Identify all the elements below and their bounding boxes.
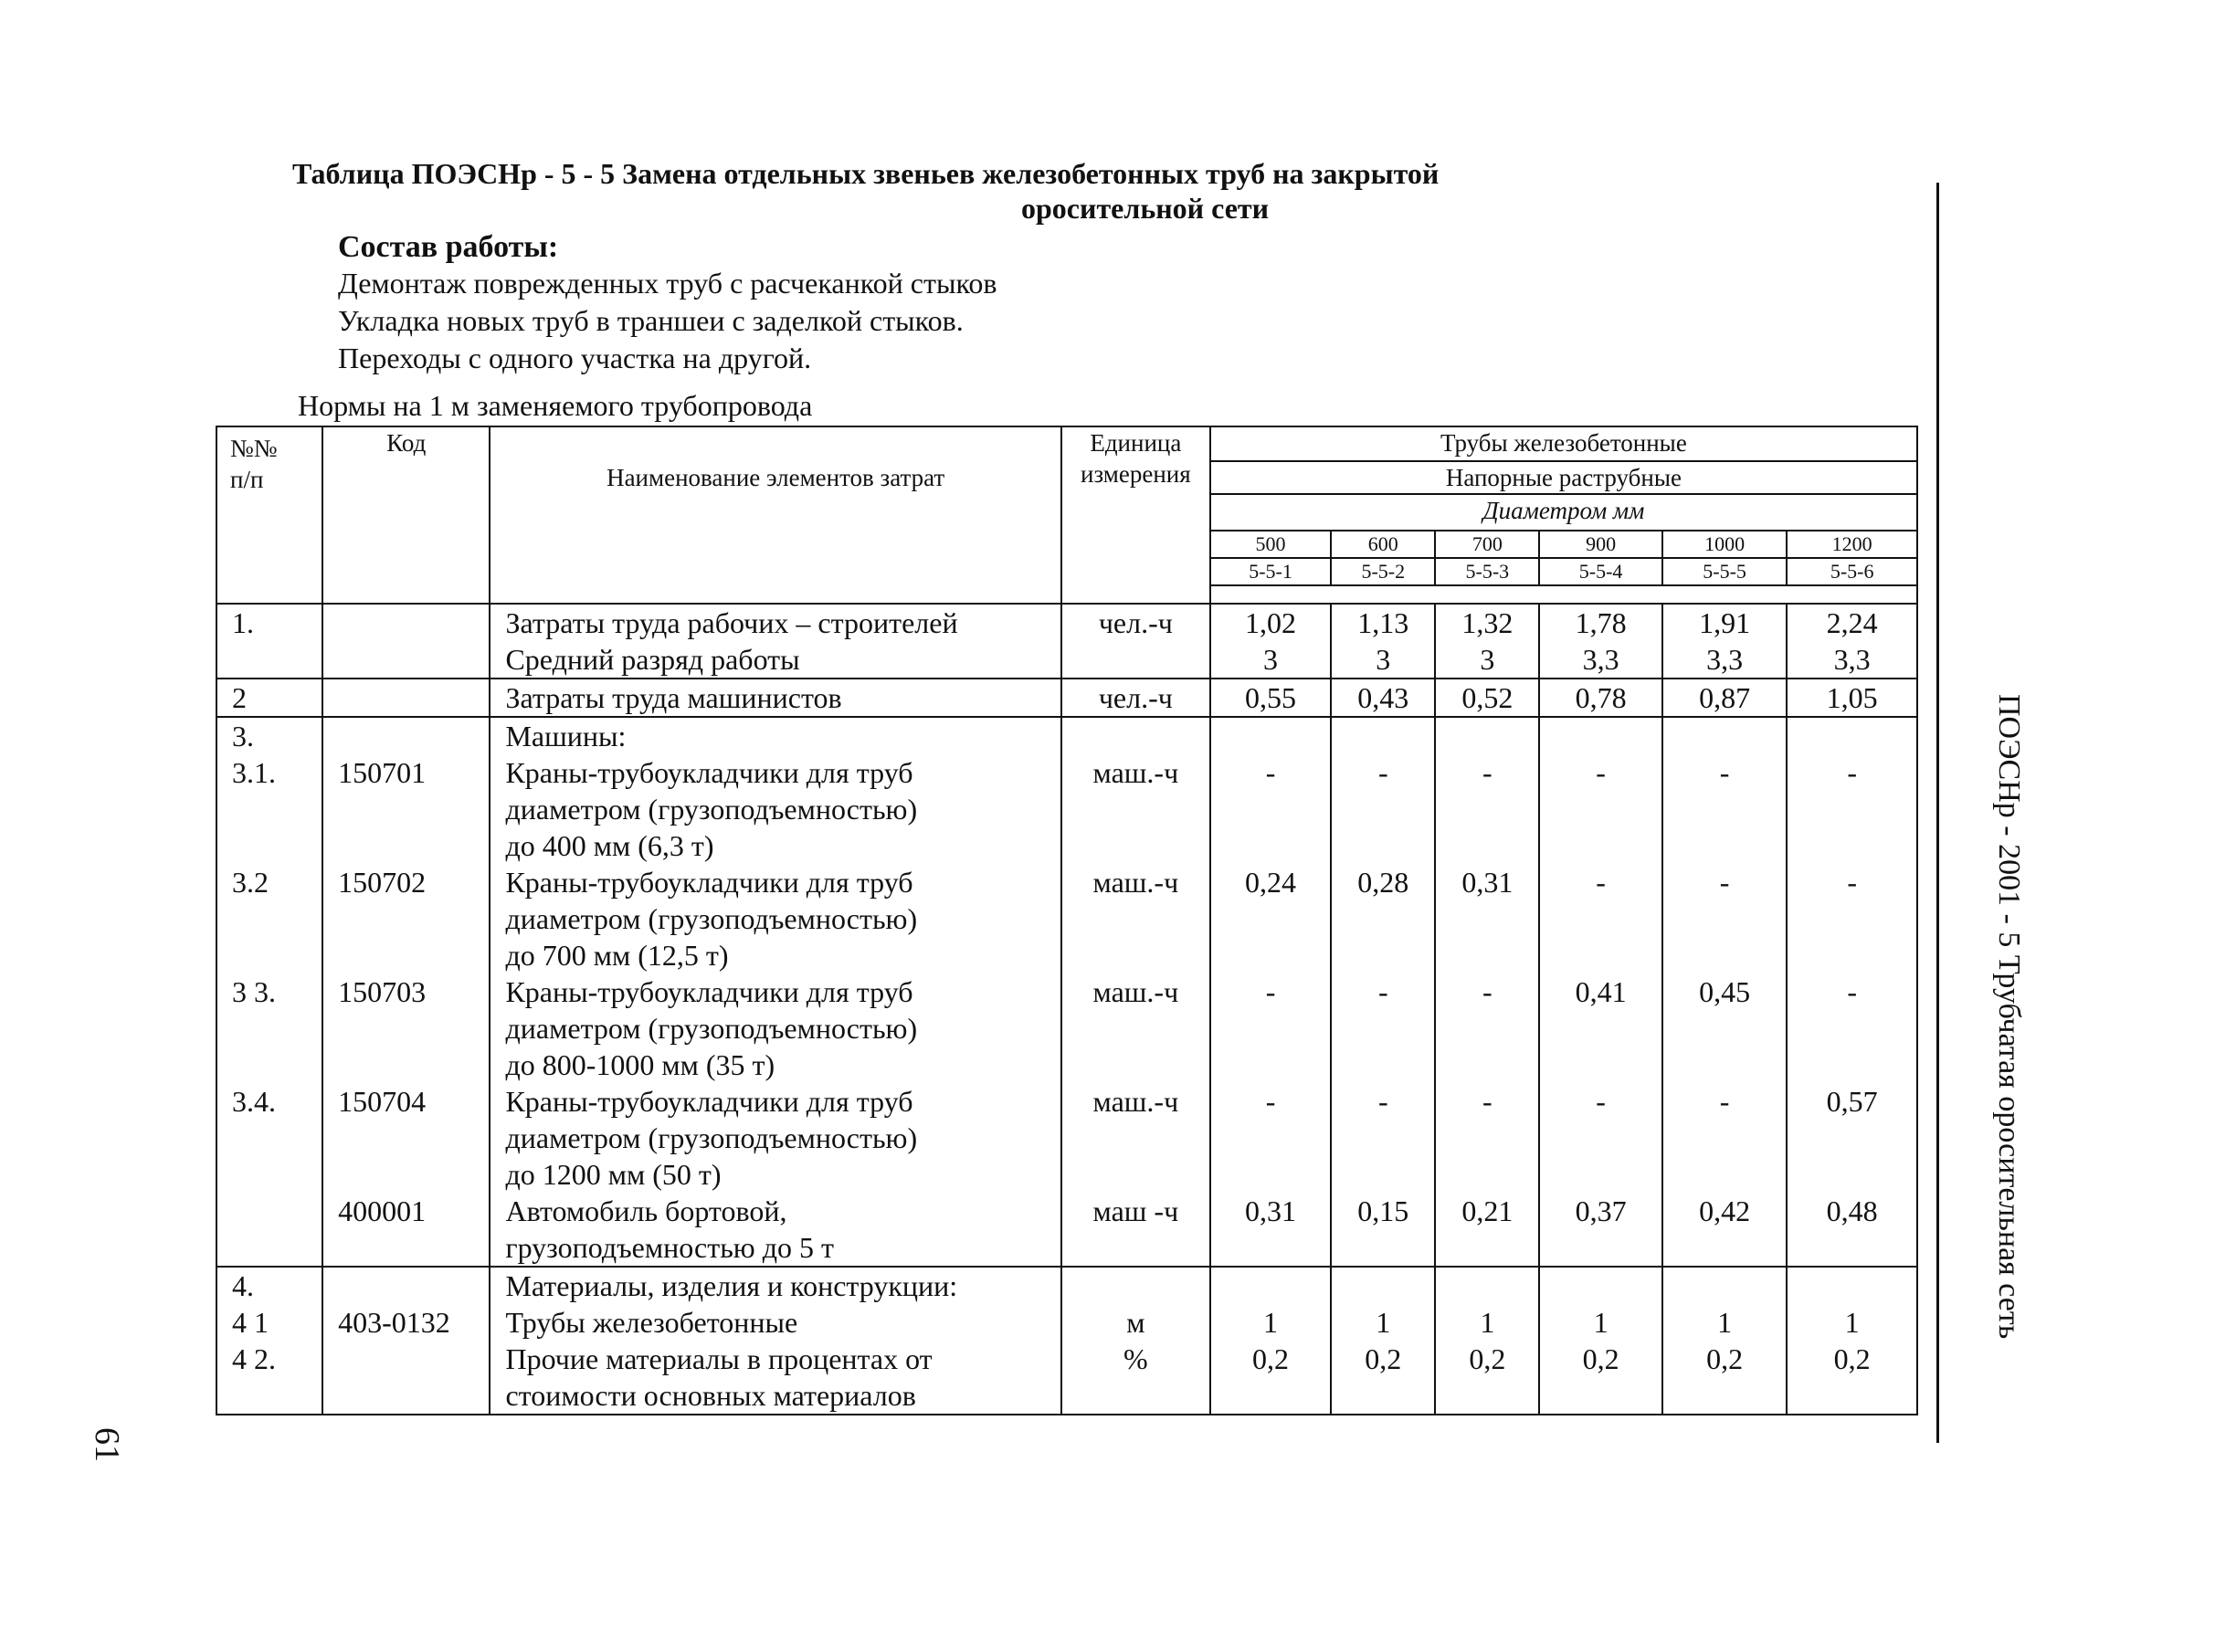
cell-value-line (1436, 900, 1538, 937)
cell-value-line: - (1377, 1085, 1388, 1118)
norms-table (216, 426, 1918, 1415)
cell-value-line: 0,24 (1245, 866, 1297, 899)
cell-value-line (1663, 1156, 1786, 1193)
cell-value-line (1540, 1120, 1661, 1156)
header-code (322, 426, 490, 604)
cell-name-line: Машины: (505, 720, 627, 752)
cell-value-line (1211, 1047, 1330, 1083)
cell-unit-line (1062, 900, 1209, 937)
cell-name-line: до 700 мм (12,5 т) (505, 939, 729, 972)
cell-name-line: Краны-трубоукладчики для труб (505, 756, 913, 789)
cell-value (1539, 717, 1661, 1267)
cell-value-line (1663, 1377, 1786, 1414)
cell-code-line (338, 937, 489, 973)
cell-num-line: 2 (232, 681, 247, 714)
cell-unit-line: маш.-ч (1092, 1085, 1179, 1118)
cell-value-line (1663, 900, 1786, 937)
header-unit-text: Единица измерения (1081, 429, 1191, 488)
header-diameter: 500 (1210, 531, 1331, 558)
cell-name-line: грузоподъемностью до 5 т (505, 1231, 834, 1264)
cell-value-line: - (1265, 756, 1276, 789)
cell-value (1787, 717, 1917, 1267)
cell-name-line: Прочие материалы в процентах от (505, 1342, 933, 1375)
cell-name-line: диаметром (грузоподъемностью) (505, 902, 918, 935)
cell-value-line: - (1847, 975, 1857, 1008)
header-rate-code: 5-5-2 (1331, 558, 1435, 585)
cell-num-line: 1. (232, 606, 254, 639)
cell-value-line (1436, 827, 1538, 864)
cell-code-line: 150704 (338, 1085, 427, 1118)
cell-code-line: 150701 (338, 756, 427, 789)
cell-value-line (1540, 827, 1661, 864)
cell-unit-line: чел.-ч (1098, 606, 1173, 639)
cell-value-line (1332, 1120, 1434, 1156)
page-number: 61 (88, 1427, 126, 1462)
cell-num (216, 604, 322, 679)
cell-value-line: 0,2 (1252, 1342, 1290, 1375)
cell-value-line (1540, 1268, 1661, 1304)
cell-num-line (232, 1229, 322, 1266)
cell-value-line: - (1482, 756, 1492, 789)
cell-value-line: 1 (1480, 1306, 1495, 1339)
cell-value-line: - (1719, 866, 1730, 899)
cell-value-line: 1 (1844, 1306, 1860, 1339)
cell-value-line: 1 (1593, 1306, 1609, 1339)
cell-value (1787, 679, 1917, 717)
cell-value-line (1663, 1268, 1786, 1304)
cell-value (1331, 717, 1435, 1267)
cell-name (490, 1267, 1060, 1415)
cell-value-line (1540, 791, 1661, 827)
cell-code (322, 604, 490, 679)
cell-value-line: 1,02 (1245, 606, 1297, 639)
cell-name (490, 717, 1060, 1267)
cell-value-line: 0,2 (1582, 1342, 1619, 1375)
cell-value-line (1332, 1047, 1434, 1083)
cell-value-line (1788, 900, 1916, 937)
cell-value (1435, 1267, 1539, 1415)
cell-value (1662, 604, 1787, 679)
cell-value-line (1788, 937, 1916, 973)
cell-num-line: 4. (232, 1269, 254, 1302)
cell-unit-line (1062, 1268, 1209, 1304)
cell-value (1435, 679, 1539, 717)
cell-value-line: - (1482, 975, 1492, 1008)
cell-value-line: 1 (1263, 1306, 1279, 1339)
cell-code-line (338, 679, 489, 716)
table-title-line2: оросительной сети (1021, 192, 1270, 225)
cell-value-line: 0,28 (1357, 866, 1409, 899)
cell-name-line: Средний разряд работы (505, 643, 800, 676)
cell-code-line (338, 1229, 489, 1266)
cell-value-line: 1,91 (1699, 606, 1751, 639)
cell-unit (1061, 717, 1210, 1267)
cell-value-line: 1,13 (1357, 606, 1409, 639)
cell-value-line (1436, 718, 1538, 754)
cell-value-line (1788, 1268, 1916, 1304)
header-spacer (1210, 585, 1917, 604)
cell-num-line (232, 1156, 322, 1193)
cell-value-line (1211, 827, 1330, 864)
cell-value-line (1332, 937, 1434, 973)
cell-value-line (1211, 1120, 1330, 1156)
cell-code (322, 679, 490, 717)
cell-unit-line (1062, 1156, 1209, 1193)
cell-value-line: 1,05 (1826, 681, 1878, 714)
header-rate-code: 5-5-3 (1435, 558, 1539, 585)
cell-unit (1061, 604, 1210, 679)
cell-value-line (1436, 1120, 1538, 1156)
cell-value-line: 0,45 (1699, 975, 1751, 1008)
cell-value-line (1540, 937, 1661, 973)
cell-value-line (1663, 1229, 1786, 1266)
cell-num-line (232, 1120, 322, 1156)
cell-value-line (1540, 1047, 1661, 1083)
cell-value-line (1332, 1010, 1434, 1047)
cell-value-line: 0,15 (1357, 1194, 1409, 1227)
cell-value-line: 3 (1263, 643, 1279, 676)
header-rate-code: 5-5-1 (1210, 558, 1331, 585)
cell-value (1787, 1267, 1917, 1415)
header-rate-code: 5-5-5 (1662, 558, 1787, 585)
cell-value-line (1332, 1156, 1434, 1193)
cell-num-line: 3.2 (232, 866, 269, 899)
cell-value (1210, 717, 1331, 1267)
header-num (216, 426, 322, 604)
cell-value-line (1788, 1377, 1916, 1414)
cell-value-line (1663, 1120, 1786, 1156)
header-group1: Трубы железобетонные (1210, 426, 1917, 461)
cell-value-line: 1 (1717, 1306, 1733, 1339)
table-row (216, 1267, 1917, 1415)
cell-num-line (232, 1047, 322, 1083)
cell-name-line: стоимости основных материалов (505, 1379, 916, 1412)
header-diameter: 900 (1539, 531, 1661, 558)
cell-value-line (1332, 900, 1434, 937)
cell-code-line (338, 827, 489, 864)
cell-value-line: 0,55 (1245, 681, 1297, 714)
cell-value-line (1332, 718, 1434, 754)
cell-value-line (1332, 1377, 1434, 1414)
cell-code-line (338, 605, 489, 641)
cell-value-line (1788, 1047, 1916, 1083)
cell-code-line: 150702 (338, 866, 427, 899)
cell-value-line: - (1596, 1085, 1606, 1118)
cell-value-line (1436, 1047, 1538, 1083)
cell-name-line: диаметром (грузоподъемностью) (505, 793, 918, 826)
cell-value-line (1540, 1229, 1661, 1266)
cell-value-line: - (1719, 1085, 1730, 1118)
cell-num (216, 1267, 322, 1415)
cell-value-line: 0,21 (1461, 1194, 1514, 1227)
cell-unit (1061, 679, 1210, 717)
cell-value-line: 3,3 (1833, 643, 1871, 676)
cell-value-line (1788, 1229, 1916, 1266)
cell-code-line (338, 1268, 489, 1304)
header-group3: Диаметром мм (1210, 494, 1917, 531)
cell-name (490, 604, 1060, 679)
cell-code-line (338, 718, 489, 754)
cell-value (1210, 604, 1331, 679)
cell-name-line: Краны-трубоукладчики для труб (505, 1085, 913, 1118)
cell-num-line: 4 2. (232, 1342, 276, 1375)
cell-value (1662, 679, 1787, 717)
header-diameter: 1000 (1662, 531, 1787, 558)
cell-unit-line (1062, 1047, 1209, 1083)
cell-value-line: 0,42 (1699, 1194, 1751, 1227)
norms-caption: Нормы на 1 м заменяемого трубопровода (298, 389, 813, 422)
cell-unit-line (1062, 1229, 1209, 1266)
cell-value-line (1211, 791, 1330, 827)
header-num-text: №№ п/п (230, 435, 278, 493)
cell-value (1435, 717, 1539, 1267)
cell-value-line (1436, 937, 1538, 973)
cell-value-line (1211, 1377, 1330, 1414)
cell-value-line: 0,37 (1575, 1194, 1627, 1227)
cell-value-line: 0,43 (1357, 681, 1409, 714)
cell-value-line (1211, 1229, 1330, 1266)
cell-unit-line (1062, 718, 1209, 754)
cell-value-line: 3 (1480, 643, 1495, 676)
cell-value-line (1788, 791, 1916, 827)
cell-value-line: 1 (1376, 1306, 1391, 1339)
side-caption: ПОЭСНр - 2001 - 5 Трубчатая оросительная сеть (1992, 694, 2026, 1340)
cell-unit-line: маш -ч (1092, 1194, 1179, 1227)
cell-value-line (1788, 1156, 1916, 1193)
cell-value (1331, 679, 1435, 717)
cell-value-line (1663, 1010, 1786, 1047)
cell-value-line: 0,41 (1575, 975, 1627, 1008)
composition-heading: Состав работы: (338, 230, 559, 264)
cell-value (1539, 1267, 1661, 1415)
cell-num-line (232, 1193, 322, 1229)
cell-name-line: до 800-1000 мм (35 т) (505, 1048, 775, 1081)
cell-unit-line (1062, 641, 1209, 678)
cell-value-line (1211, 1156, 1330, 1193)
cell-value-line (1540, 900, 1661, 937)
cell-num-line (232, 1010, 322, 1047)
header-group2: Напорные раструбные (1210, 461, 1917, 494)
cell-unit-line: % (1123, 1342, 1148, 1375)
header-diameter: 1200 (1787, 531, 1917, 558)
cell-value (1331, 604, 1435, 679)
cell-unit-line (1062, 937, 1209, 973)
cell-name-line: до 400 мм (6,3 т) (505, 829, 714, 862)
cell-unit-line: м (1126, 1306, 1145, 1339)
cell-value-line: 0,52 (1461, 681, 1514, 714)
cell-value-line: - (1265, 975, 1276, 1008)
cell-value-line: - (1377, 975, 1388, 1008)
header-code-text: Код (386, 429, 427, 457)
cell-value (1662, 1267, 1787, 1415)
cell-num-line (232, 900, 322, 937)
header-rate-code: 5-5-6 (1787, 558, 1917, 585)
cell-value-line: 0,87 (1699, 681, 1751, 714)
cell-name-line: Трубы железобетонные (505, 1306, 798, 1339)
cell-name-line: Материалы, изделия и конструкции: (505, 1269, 958, 1302)
header-name (490, 426, 1060, 604)
cell-value (1435, 604, 1539, 679)
cell-value-line (1788, 1120, 1916, 1156)
cell-unit-line (1062, 791, 1209, 827)
cell-value-line (1332, 1268, 1434, 1304)
header-unit (1061, 426, 1210, 604)
cell-value-line (1663, 937, 1786, 973)
cell-name-line: до 1200 мм (50 т) (505, 1158, 722, 1191)
cell-value-line (1211, 718, 1330, 754)
cell-value-line: 3,3 (1582, 643, 1619, 676)
cell-name-line: Затраты труда рабочих – строителей (505, 606, 958, 639)
cell-value-line: 0,57 (1826, 1085, 1878, 1118)
cell-value-line (1332, 791, 1434, 827)
cell-name-line: диаметром (грузоподъемностью) (505, 1121, 918, 1154)
cell-value-line (1663, 1047, 1786, 1083)
cell-value-line (1663, 718, 1786, 754)
cell-num (216, 679, 322, 717)
table-row (216, 604, 1917, 679)
cell-code-line (338, 900, 489, 937)
cell-unit-line: маш.-ч (1092, 975, 1179, 1008)
cell-value-line: 1,78 (1575, 606, 1627, 639)
cell-value (1539, 679, 1661, 717)
table-title: Таблица ПОЭСНр - 5 - 5 Замена отдельных звеньев железобетонных труб на закрытой (292, 157, 1440, 190)
cell-code-line (338, 1156, 489, 1193)
cell-value (1210, 679, 1331, 717)
cell-name-line: диаметром (грузоподъемностью) (505, 1012, 918, 1045)
cell-value-line (1436, 791, 1538, 827)
cell-value-line: 2,24 (1826, 606, 1878, 639)
cell-num-line (232, 937, 322, 973)
cell-value-line (1540, 718, 1661, 754)
cell-code-line (338, 1047, 489, 1083)
cell-value-line (1211, 1010, 1330, 1047)
cell-value-line (1436, 1229, 1538, 1266)
cell-value-line (1788, 718, 1916, 754)
composition-item: Демонтаж поврежденных труб с расчеканкой стыков (338, 267, 997, 300)
cell-value-line: 0,31 (1461, 866, 1514, 899)
cell-value-line (1436, 1268, 1538, 1304)
cell-value-line (1332, 1229, 1434, 1266)
cell-value-line: - (1482, 1085, 1492, 1118)
cell-value-line: - (1847, 866, 1857, 899)
cell-value-line (1788, 827, 1916, 864)
cell-value (1662, 717, 1787, 1267)
cell-value-line: 3,3 (1706, 643, 1744, 676)
composition-item: Переходы с одного участка на другой. (338, 342, 812, 374)
cell-value-line: - (1596, 866, 1606, 899)
cell-num (216, 717, 322, 1267)
cell-value-line: - (1847, 756, 1857, 789)
cell-value (1787, 604, 1917, 679)
cell-value-line (1211, 900, 1330, 937)
cell-name-line: Краны-трубоукладчики для труб (505, 975, 913, 1008)
cell-value (1210, 1267, 1331, 1415)
cell-code-line (338, 791, 489, 827)
cell-unit-line: маш.-ч (1092, 866, 1179, 899)
table-row (216, 717, 1917, 1267)
cell-value-line: 0,78 (1575, 681, 1627, 714)
cell-value-line (1663, 827, 1786, 864)
cell-unit-line: маш.-ч (1092, 756, 1179, 789)
header-diameter: 700 (1435, 531, 1539, 558)
cell-value-line (1540, 1377, 1661, 1414)
header-rate-code: 5-5-4 (1539, 558, 1661, 585)
cell-num-line: 4 1 (232, 1306, 269, 1339)
cell-value-line (1436, 1156, 1538, 1193)
cell-num-line: 3 3. (232, 975, 276, 1008)
cell-name-line: Краны-трубоукладчики для труб (505, 866, 913, 899)
cell-unit-line (1062, 1377, 1209, 1414)
cell-value-line: - (1377, 756, 1388, 789)
cell-value-line (1332, 827, 1434, 864)
margin-rule (1936, 183, 1939, 1443)
cell-unit (1061, 1267, 1210, 1415)
cell-value-line (1211, 1268, 1330, 1304)
cell-code-line: 403-0132 (338, 1306, 450, 1339)
cell-code-line: 150703 (338, 975, 427, 1008)
cell-num-line (232, 791, 322, 827)
cell-value-line: 0,2 (1833, 1342, 1871, 1375)
cell-num-line: 3.1. (232, 756, 276, 789)
cell-name-line: Автомобиль бортовой, (505, 1194, 787, 1227)
cell-value-line (1436, 1377, 1538, 1414)
cell-code-line (338, 1010, 489, 1047)
cell-unit-line: чел.-ч (1098, 681, 1173, 714)
cell-code (322, 1267, 490, 1415)
cell-unit-line (1062, 1010, 1209, 1047)
cell-value-line: - (1596, 756, 1606, 789)
cell-value-line: 1,32 (1461, 606, 1514, 639)
cell-code-line (338, 1341, 489, 1377)
cell-value-line (1540, 1010, 1661, 1047)
composition-item: Укладка новых труб в траншеи с заделкой стыков. (338, 304, 964, 337)
cell-value-line (1211, 937, 1330, 973)
cell-value-line: - (1719, 756, 1730, 789)
cell-code-line: 400001 (338, 1194, 427, 1227)
cell-value-line: 0,2 (1469, 1342, 1506, 1375)
cell-value-line: 0,2 (1365, 1342, 1402, 1375)
cell-unit-line (1062, 1120, 1209, 1156)
cell-value (1331, 1267, 1435, 1415)
cell-value-line: - (1265, 1085, 1276, 1118)
cell-value-line (1436, 1010, 1538, 1047)
cell-value (1539, 604, 1661, 679)
cell-num-line (232, 827, 322, 864)
cell-num-line: 3.4. (232, 1085, 276, 1118)
cell-value-line: 0,2 (1706, 1342, 1744, 1375)
cell-value-line (1540, 1156, 1661, 1193)
cell-name-line: Затраты труда машинистов (505, 681, 842, 714)
cell-num-line: 3. (232, 720, 254, 752)
cell-code (322, 717, 490, 1267)
cell-name (490, 679, 1060, 717)
cell-unit-line (1062, 827, 1209, 864)
table-row (216, 679, 1917, 717)
cell-value-line: 0,31 (1245, 1194, 1297, 1227)
cell-value-line: 3 (1376, 643, 1391, 676)
cell-value-line: 0,48 (1826, 1194, 1878, 1227)
cell-code-line (338, 1120, 489, 1156)
cell-value-line (1663, 791, 1786, 827)
cell-value-line (1788, 1010, 1916, 1047)
header-name-text: Наименование элементов затрат (606, 464, 945, 491)
header-diameter: 600 (1331, 531, 1435, 558)
